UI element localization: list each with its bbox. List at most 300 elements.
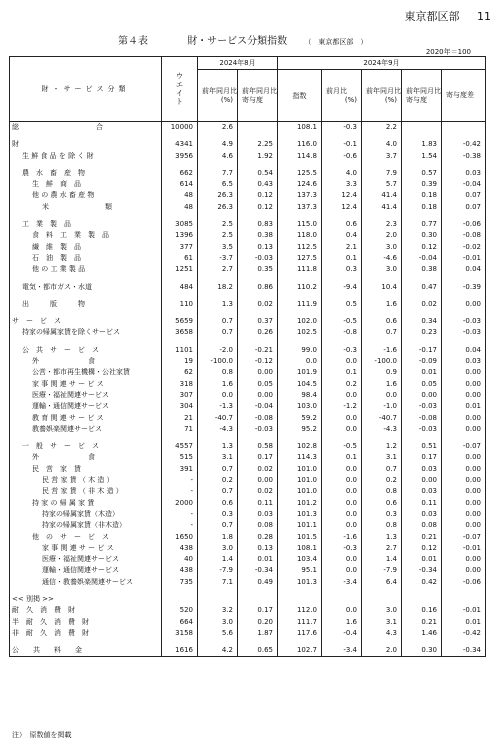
cell-contrib-diff: 0.00	[442, 390, 486, 401]
cell-aug-contrib: 0.28	[238, 532, 278, 543]
cell-index: 101.1	[278, 520, 322, 531]
table-row	[10, 139, 486, 150]
cell-aug-contrib: -0.34	[238, 565, 278, 576]
table-row	[10, 486, 486, 497]
cell-sep-yoy: -4.6	[362, 253, 402, 264]
cell-sep-yoy: 3.1	[362, 452, 402, 463]
cell-aug-contrib: 0.43	[238, 179, 278, 190]
cell-sep-yoy	[362, 594, 402, 605]
cell-contrib-diff: 0.00	[442, 554, 486, 565]
cell-sep-yoy: 3.7	[362, 151, 402, 162]
cell-contrib-diff	[442, 122, 486, 134]
cell-contrib-diff: -0.04	[442, 179, 486, 190]
cell-sep-yoy: 4.0	[362, 139, 402, 150]
cell-sep-yoy: 10.4	[362, 282, 402, 293]
cell-index: 111.9	[278, 299, 322, 310]
cell-index: 127.5	[278, 253, 322, 264]
cell-weight: 377	[162, 242, 198, 253]
cell-contrib-diff: 0.00	[442, 452, 486, 463]
cell-sep-yoy: 3.0	[362, 264, 402, 275]
cell-contrib-diff: 0.00	[442, 413, 486, 424]
cell-sep-contrib: 1.54	[402, 151, 442, 162]
cell-index: 101.0	[278, 464, 322, 475]
cell-sep-yoy: 1.4	[362, 554, 402, 565]
cell-contrib-diff: -0.01	[442, 543, 486, 554]
row-label: 石 油 製 品	[10, 253, 162, 264]
cell-aug-contrib: 0.02	[238, 299, 278, 310]
cell-sep-yoy: 0.7	[362, 327, 402, 338]
cell-sep-contrib: -0.17	[402, 345, 442, 356]
cell-aug-contrib: 0.08	[238, 520, 278, 531]
header-sep-contrib: 前年同月比寄与度	[402, 70, 442, 122]
table-row	[10, 168, 486, 179]
row-label: 持家の帰属家賃（非木造）	[10, 520, 162, 531]
cell-mom: 0.3	[322, 264, 362, 275]
cell-aug-yoy: 0.7	[198, 464, 238, 475]
cell-sep-contrib: 0.18	[402, 190, 442, 201]
table-row	[10, 242, 486, 253]
cell-mom: 0.0	[322, 356, 362, 367]
cell-aug-yoy: 0.7	[198, 520, 238, 531]
cell-sep-yoy: 1.6	[362, 299, 402, 310]
row-label: 運輸・通信関連サービス	[10, 565, 162, 576]
cell-contrib-diff: 0.04	[442, 264, 486, 275]
cell-aug-contrib: -0.12	[238, 356, 278, 367]
cell-mom	[322, 594, 362, 605]
cell-mom: 0.0	[322, 509, 362, 520]
cell-sep-yoy: 41.4	[362, 202, 402, 213]
cell-index: 110.2	[278, 282, 322, 293]
cell-sep-contrib: 0.03	[402, 486, 442, 497]
row-label: 持家の帰属家賃（木造）	[10, 509, 162, 520]
table-row	[10, 345, 486, 356]
cell-weight: 614	[162, 179, 198, 190]
cell-weight: 48	[162, 190, 198, 201]
cell-contrib-diff: 0.00	[442, 520, 486, 531]
row-label: 公営・都市再生機構・公社家賃	[10, 367, 162, 378]
cell-mom: 0.0	[322, 498, 362, 509]
table-row	[10, 390, 486, 401]
header-mom: 前月比 (%)	[322, 70, 362, 122]
cell-mom: 0.0	[322, 565, 362, 576]
cell-sep-yoy: -100.0	[362, 356, 402, 367]
cell-index: 103.0	[278, 401, 322, 412]
cell-weight: 40	[162, 554, 198, 565]
row-label: 民 営 家 賃	[10, 464, 162, 475]
cell-contrib-diff: 0.03	[442, 168, 486, 179]
row-label: 持家の帰属家賃を除くサービス	[10, 327, 162, 338]
row-label: 医療・福祉関連サービス	[10, 554, 162, 565]
cell-sep-contrib: 0.17	[402, 452, 442, 463]
cell-index: 137.3	[278, 190, 322, 201]
cell-index: 117.6	[278, 628, 322, 639]
cell-weight: 520	[162, 605, 198, 616]
cell-mom: 2.1	[322, 242, 362, 253]
cell-contrib-diff: -0.02	[442, 242, 486, 253]
table-row	[10, 327, 486, 338]
cell-weight: 307	[162, 390, 198, 401]
cell-sep-yoy: -1.0	[362, 401, 402, 412]
row-label: 公 共 サ ー ビ ス	[10, 345, 162, 356]
cell-sep-yoy: 3.1	[362, 617, 402, 628]
cell-index: 59.2	[278, 413, 322, 424]
header-name: 財・サービス分類	[10, 57, 162, 122]
cell-sep-contrib: 0.30	[402, 645, 442, 657]
cell-sep-contrib: 0.47	[402, 282, 442, 293]
table-row	[10, 475, 486, 486]
table-row	[10, 367, 486, 378]
header-index: 指数	[278, 70, 322, 122]
cell-sep-contrib	[402, 594, 442, 605]
cell-sep-yoy: 2.2	[362, 122, 402, 134]
cell-contrib-diff: -0.03	[442, 327, 486, 338]
table-row	[10, 554, 486, 565]
cell-aug-yoy: 7.7	[198, 168, 238, 179]
cell-aug-yoy: 1.3	[198, 299, 238, 310]
cell-mom: -0.8	[322, 327, 362, 338]
cell-weight	[162, 594, 198, 605]
table-title	[118, 32, 367, 47]
cell-index: 95.2	[278, 424, 322, 435]
cell-contrib-diff: 0.01	[442, 617, 486, 628]
cell-aug-contrib: 1.92	[238, 151, 278, 162]
cell-sep-yoy: 1.6	[362, 379, 402, 390]
cell-aug-contrib: 0.35	[238, 264, 278, 275]
table-row	[10, 565, 486, 576]
cell-aug-contrib: 0.12	[238, 190, 278, 201]
cell-weight: 515	[162, 452, 198, 463]
cell-aug-yoy: -1.3	[198, 401, 238, 412]
cell-contrib-diff: 0.00	[442, 498, 486, 509]
cell-sep-contrib: 0.77	[402, 219, 442, 230]
cell-sep-yoy: 0.3	[362, 509, 402, 520]
cell-sep-yoy: 0.9	[362, 367, 402, 378]
cell-weight: 19	[162, 356, 198, 367]
cell-aug-yoy: 26.3	[198, 190, 238, 201]
cell-weight: 391	[162, 464, 198, 475]
cell-aug-contrib: 1.87	[238, 628, 278, 639]
cell-index: 112.0	[278, 605, 322, 616]
cell-aug-contrib: 0.17	[238, 452, 278, 463]
cell-contrib-diff: -0.03	[442, 316, 486, 327]
cell-mom: 4.0	[322, 168, 362, 179]
cell-sep-yoy: 2.0	[362, 645, 402, 657]
cell-aug-yoy: -4.3	[198, 424, 238, 435]
cell-sep-contrib: 0.11	[402, 498, 442, 509]
cell-contrib-diff: 0.01	[442, 401, 486, 412]
cell-aug-yoy: 3.2	[198, 605, 238, 616]
cell-aug-yoy: 1.6	[198, 379, 238, 390]
cell-index: 108.1	[278, 122, 322, 134]
table-row	[10, 379, 486, 390]
cell-aug-contrib	[238, 594, 278, 605]
row-label: 医療・福祉関連サービス	[10, 390, 162, 401]
cell-sep-yoy: 0.2	[362, 475, 402, 486]
cell-aug-yoy: 0.7	[198, 486, 238, 497]
table-body	[10, 122, 486, 657]
cell-contrib-diff: -0.07	[442, 532, 486, 543]
cell-aug-yoy: 3.5	[198, 242, 238, 253]
cell-weight: 4557	[162, 441, 198, 452]
cell-index: 102.7	[278, 645, 322, 657]
cell-sep-yoy: 2.3	[362, 219, 402, 230]
cell-mom: 12.4	[322, 202, 362, 213]
table-row	[10, 299, 486, 310]
cell-weight: 3158	[162, 628, 198, 639]
cell-aug-contrib: 2.25	[238, 139, 278, 150]
table-row	[10, 413, 486, 424]
cell-index: 111.7	[278, 617, 322, 628]
row-label: 外 食	[10, 452, 162, 463]
cell-aug-contrib: 0.20	[238, 617, 278, 628]
cell-contrib-diff: 0.00	[442, 509, 486, 520]
cell-aug-contrib: -0.04	[238, 401, 278, 412]
cell-index: 98.4	[278, 390, 322, 401]
cell-index: 99.0	[278, 345, 322, 356]
cell-aug-contrib: 0.11	[238, 498, 278, 509]
cell-aug-yoy: 3.1	[198, 452, 238, 463]
cell-mom: 0.1	[322, 253, 362, 264]
cell-aug-contrib: 0.03	[238, 509, 278, 520]
cell-sep-contrib: 0.01	[402, 554, 442, 565]
cell-aug-contrib: 0.13	[238, 543, 278, 554]
cell-aug-yoy: 3.0	[198, 543, 238, 554]
cell-sep-yoy: -4.3	[362, 424, 402, 435]
cell-aug-yoy: 0.7	[198, 327, 238, 338]
cell-aug-yoy: 2.7	[198, 264, 238, 275]
cell-aug-contrib: 0.00	[238, 475, 278, 486]
cell-mom: -3.4	[322, 577, 362, 588]
cell-weight: 438	[162, 543, 198, 554]
cell-sep-yoy: 41.4	[362, 190, 402, 201]
cell-index: 101.0	[278, 475, 322, 486]
cell-aug-yoy: 1.8	[198, 532, 238, 543]
cell-weight: 4341	[162, 139, 198, 150]
row-label: 民 営 家 賃 （ 非 木 造 ）	[10, 486, 162, 497]
row-label: 他 の 農 水 畜 産 物	[10, 190, 162, 201]
cell-mom: -0.1	[322, 139, 362, 150]
cell-aug-contrib: -0.03	[238, 253, 278, 264]
cell-sep-contrib	[402, 122, 442, 134]
cell-aug-contrib: 0.83	[238, 219, 278, 230]
index-table	[9, 56, 486, 657]
cell-aug-yoy: -40.7	[198, 413, 238, 424]
cell-index: 101.9	[278, 367, 322, 378]
table-row	[10, 520, 486, 531]
cell-mom: -3.4	[322, 645, 362, 657]
cell-contrib-diff: -0.38	[442, 151, 486, 162]
table-row	[10, 628, 486, 639]
cell-contrib-diff	[442, 594, 486, 605]
cell-mom: 0.1	[322, 452, 362, 463]
cell-contrib-diff: 0.00	[442, 367, 486, 378]
table-row	[10, 190, 486, 201]
header-weight: ウエイト	[162, 57, 198, 122]
cell-aug-yoy: 0.0	[198, 390, 238, 401]
cell-mom: 0.0	[322, 413, 362, 424]
header-sep-yoy: 前年同月比 (%)	[362, 70, 402, 122]
cell-aug-contrib: -0.21	[238, 345, 278, 356]
cell-aug-contrib: 0.65	[238, 645, 278, 657]
table-row	[10, 498, 486, 509]
cell-aug-contrib: -0.08	[238, 413, 278, 424]
cell-index: 111.8	[278, 264, 322, 275]
cell-contrib-diff: -0.07	[442, 441, 486, 452]
cell-aug-contrib: 0.01	[238, 554, 278, 565]
header-sep: 2024年9月	[278, 57, 486, 70]
cell-sep-contrib: 0.00	[402, 475, 442, 486]
cell-index: 102.5	[278, 327, 322, 338]
cell-sep-contrib: 0.03	[402, 464, 442, 475]
row-label: 電気・都市ガス・水道	[10, 282, 162, 293]
cell-contrib-diff: -0.42	[442, 628, 486, 639]
cell-aug-yoy: 0.2	[198, 475, 238, 486]
cell-contrib-diff: -0.08	[442, 230, 486, 241]
cell-aug-yoy: 2.5	[198, 219, 238, 230]
table-row	[10, 219, 486, 230]
cell-mom: 0.0	[322, 475, 362, 486]
cell-mom: 3.3	[322, 179, 362, 190]
row-label: << 別掲 >>	[10, 594, 162, 605]
cell-sep-contrib: 0.23	[402, 327, 442, 338]
table-number: 第４表	[118, 36, 148, 47]
cell-sep-yoy: 0.8	[362, 520, 402, 531]
cell-sep-yoy: 0.8	[362, 486, 402, 497]
cell-sep-contrib: 0.12	[402, 543, 442, 554]
row-label: サ ー ビ ス	[10, 316, 162, 327]
row-label: 家 事 関 連 サ ー ビ ス	[10, 543, 162, 554]
cell-index: 101.0	[278, 486, 322, 497]
cell-index: 115.0	[278, 219, 322, 230]
row-label: 持 家 の 帰 属 家 賃	[10, 498, 162, 509]
row-label: 総 合	[10, 122, 162, 134]
cell-mom: -0.6	[322, 151, 362, 162]
table-row	[10, 264, 486, 275]
cell-sep-yoy: 3.0	[362, 605, 402, 616]
cell-aug-yoy: 4.9	[198, 139, 238, 150]
cell-contrib-diff: -0.01	[442, 253, 486, 264]
cell-weight: 21	[162, 413, 198, 424]
cell-contrib-diff: 0.03	[442, 356, 486, 367]
cell-weight: 438	[162, 565, 198, 576]
cell-contrib-diff: 0.07	[442, 202, 486, 213]
cell-aug-contrib: 0.58	[238, 441, 278, 452]
cell-sep-yoy: 0.7	[362, 464, 402, 475]
cell-aug-contrib: 0.00	[238, 367, 278, 378]
cell-contrib-diff: 0.00	[442, 379, 486, 390]
cell-sep-contrib: 0.39	[402, 179, 442, 190]
cell-mom: 0.0	[322, 486, 362, 497]
cell-aug-contrib: 0.13	[238, 242, 278, 253]
cell-mom: -0.5	[322, 441, 362, 452]
row-label: 繊 維 製 品	[10, 242, 162, 253]
row-label: 半 耐 久 消 費 財	[10, 617, 162, 628]
table-row	[10, 464, 486, 475]
cell-aug-yoy: 5.6	[198, 628, 238, 639]
row-label: 通信・教養娯楽関連サービス	[10, 577, 162, 588]
cell-sep-yoy: 2.7	[362, 543, 402, 554]
cell-aug-contrib: -0.03	[238, 424, 278, 435]
header-aug-contrib: 前年同月比寄与度	[238, 70, 278, 122]
cell-sep-contrib: 0.12	[402, 242, 442, 253]
cell-sep-yoy: -40.7	[362, 413, 402, 424]
cell-index: 116.0	[278, 139, 322, 150]
cell-sep-contrib: -0.34	[402, 565, 442, 576]
cell-aug-yoy: 26.3	[198, 202, 238, 213]
page-number: 11	[477, 10, 491, 23]
cell-index: 95.1	[278, 565, 322, 576]
cell-weight: -	[162, 475, 198, 486]
cell-weight: 48	[162, 202, 198, 213]
cell-mom: 1.6	[322, 617, 362, 628]
cell-sep-contrib: 0.01	[402, 367, 442, 378]
cell-aug-yoy: 7.1	[198, 577, 238, 588]
table-row	[10, 645, 486, 657]
row-label: 他 の サ ー ビ ス	[10, 532, 162, 543]
cell-aug-yoy: 2.5	[198, 230, 238, 241]
table-row	[10, 122, 486, 134]
cell-weight: -	[162, 486, 198, 497]
cell-aug-contrib: 0.37	[238, 316, 278, 327]
cell-aug-contrib: 0.12	[238, 202, 278, 213]
cell-sep-yoy: -1.6	[362, 345, 402, 356]
cell-sep-contrib: -0.03	[402, 424, 442, 435]
cell-aug-yoy: 18.2	[198, 282, 238, 293]
cell-mom: 0.4	[322, 230, 362, 241]
row-label: 他 の 工 業 製 品	[10, 264, 162, 275]
cell-sep-contrib: 0.03	[402, 509, 442, 520]
table-row	[10, 577, 486, 588]
cell-aug-contrib: 0.54	[238, 168, 278, 179]
page-header	[405, 8, 492, 24]
cell-sep-contrib: 1.46	[402, 628, 442, 639]
table-row	[10, 282, 486, 293]
cell-contrib-diff: 0.00	[442, 475, 486, 486]
table-row	[10, 543, 486, 554]
cell-sep-yoy: 1.2	[362, 441, 402, 452]
cell-weight: -	[162, 520, 198, 531]
row-label: 公 共 料 金	[10, 645, 162, 657]
cell-aug-yoy: 2.6	[198, 122, 238, 134]
cell-weight: 484	[162, 282, 198, 293]
cell-sep-contrib: 0.08	[402, 520, 442, 531]
cell-weight: 1616	[162, 645, 198, 657]
cell-aug-contrib	[238, 122, 278, 134]
table-row	[10, 401, 486, 412]
cell-index: 114.8	[278, 151, 322, 162]
cell-mom: 0.2	[322, 379, 362, 390]
row-label: 米 類	[10, 202, 162, 213]
cell-aug-yoy: -100.0	[198, 356, 238, 367]
row-label: 出 版 物	[10, 299, 162, 310]
cell-sep-yoy: 2.0	[362, 230, 402, 241]
cell-sep-contrib: 0.16	[402, 605, 442, 616]
table-row	[10, 316, 486, 327]
cell-weight: 3085	[162, 219, 198, 230]
cell-index: 118.0	[278, 230, 322, 241]
table-row	[10, 356, 486, 367]
cell-mom: 0.0	[322, 554, 362, 565]
header-aug: 2024年8月	[198, 57, 278, 70]
cell-index: 114.3	[278, 452, 322, 463]
cell-mom: 0.0	[322, 605, 362, 616]
cell-contrib-diff: 0.00	[442, 486, 486, 497]
cell-weight: 1101	[162, 345, 198, 356]
cell-mom: -0.4	[322, 628, 362, 639]
cell-index: 101.5	[278, 532, 322, 543]
cell-index	[278, 594, 322, 605]
cell-contrib-diff: 0.00	[442, 424, 486, 435]
